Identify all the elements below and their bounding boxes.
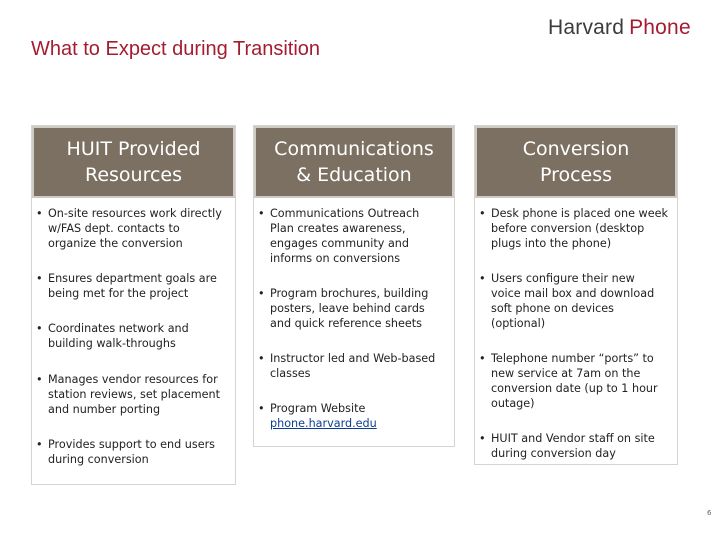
list-item xyxy=(258,401,452,431)
logo-word-harvard: Harvard xyxy=(548,16,625,39)
list-item xyxy=(36,206,233,251)
column-communications-education xyxy=(253,125,455,447)
bullet-icon: • xyxy=(36,272,43,285)
bullet-icon: • xyxy=(479,272,486,285)
bullet-icon: • xyxy=(258,352,265,365)
bullet-icon: • xyxy=(258,207,265,220)
list-item-text: Desk phone is placed one week before conversion (desktop plugs into the phone) xyxy=(491,207,668,250)
list-item-text: Ensures department goals are being met for the project xyxy=(48,272,217,300)
list-item-text: Coordinates network and building walk-throughs xyxy=(48,322,189,350)
bullet-icon: • xyxy=(36,438,43,451)
bullet-icon: • xyxy=(479,352,486,365)
list-item-text: Instructor led and Web-based classes xyxy=(270,352,436,380)
list-item xyxy=(479,206,675,251)
list-item xyxy=(36,271,233,301)
bullet-icon: • xyxy=(36,207,43,220)
column-header xyxy=(475,126,677,198)
page-number: 6 xyxy=(707,509,712,517)
list-item xyxy=(258,206,452,266)
list-item-text: HUIT and Vendor staff on site during conversion day xyxy=(491,432,655,460)
program-website-link[interactable]: phone.harvard.edu xyxy=(270,417,377,430)
column-header-text: Conversion Process xyxy=(522,138,630,186)
list-item-text: Communications Outreach Plan creates awareness, engages community and informs on conversions xyxy=(270,207,420,265)
list-item-text: Program brochures, building posters, leave behind cards and quick reference sheets xyxy=(270,287,429,330)
harvard-phone-logo xyxy=(548,16,691,40)
column-conversion-process xyxy=(474,125,678,465)
column-header-text: Communications & Education xyxy=(274,138,434,186)
slide-title: What to Expect during Transition xyxy=(31,38,321,60)
column-header xyxy=(32,126,235,198)
bullet-icon: • xyxy=(258,287,265,300)
bullet-icon: • xyxy=(36,373,43,386)
list-item xyxy=(36,372,233,417)
list-item-text: Users configure their new voice mail box and download soft phone on devices (optional) xyxy=(491,272,655,330)
list-item xyxy=(36,437,233,467)
list-item-text: Telephone number “ports” to new service at 7am on the conversion date (up to 1 hour outage) xyxy=(491,352,658,410)
column-header-text: HUIT Provided Resources xyxy=(66,138,201,186)
list-item-text: Manages vendor resources for station reviews, set placement and number porting xyxy=(48,373,221,416)
list-item-text: Program Website xyxy=(270,402,366,415)
list-item xyxy=(36,321,233,351)
list-item xyxy=(479,351,675,411)
list-item xyxy=(258,351,452,381)
bullet-icon: • xyxy=(479,207,486,220)
bullet-icon: • xyxy=(36,322,43,335)
bullet-icon: • xyxy=(479,432,486,445)
list-item-text: Provides support to end users during conversion xyxy=(48,438,216,466)
list-item-text: On-site resources work directly w/FAS dept. contacts to organize the conversion xyxy=(48,207,222,250)
column-header xyxy=(254,126,454,198)
logo-word-phone: Phone xyxy=(629,16,691,39)
list-item xyxy=(258,286,452,331)
list-item xyxy=(479,271,675,331)
column-huit-resources xyxy=(31,125,236,485)
bullet-icon: • xyxy=(258,402,265,415)
list-item xyxy=(479,431,675,461)
